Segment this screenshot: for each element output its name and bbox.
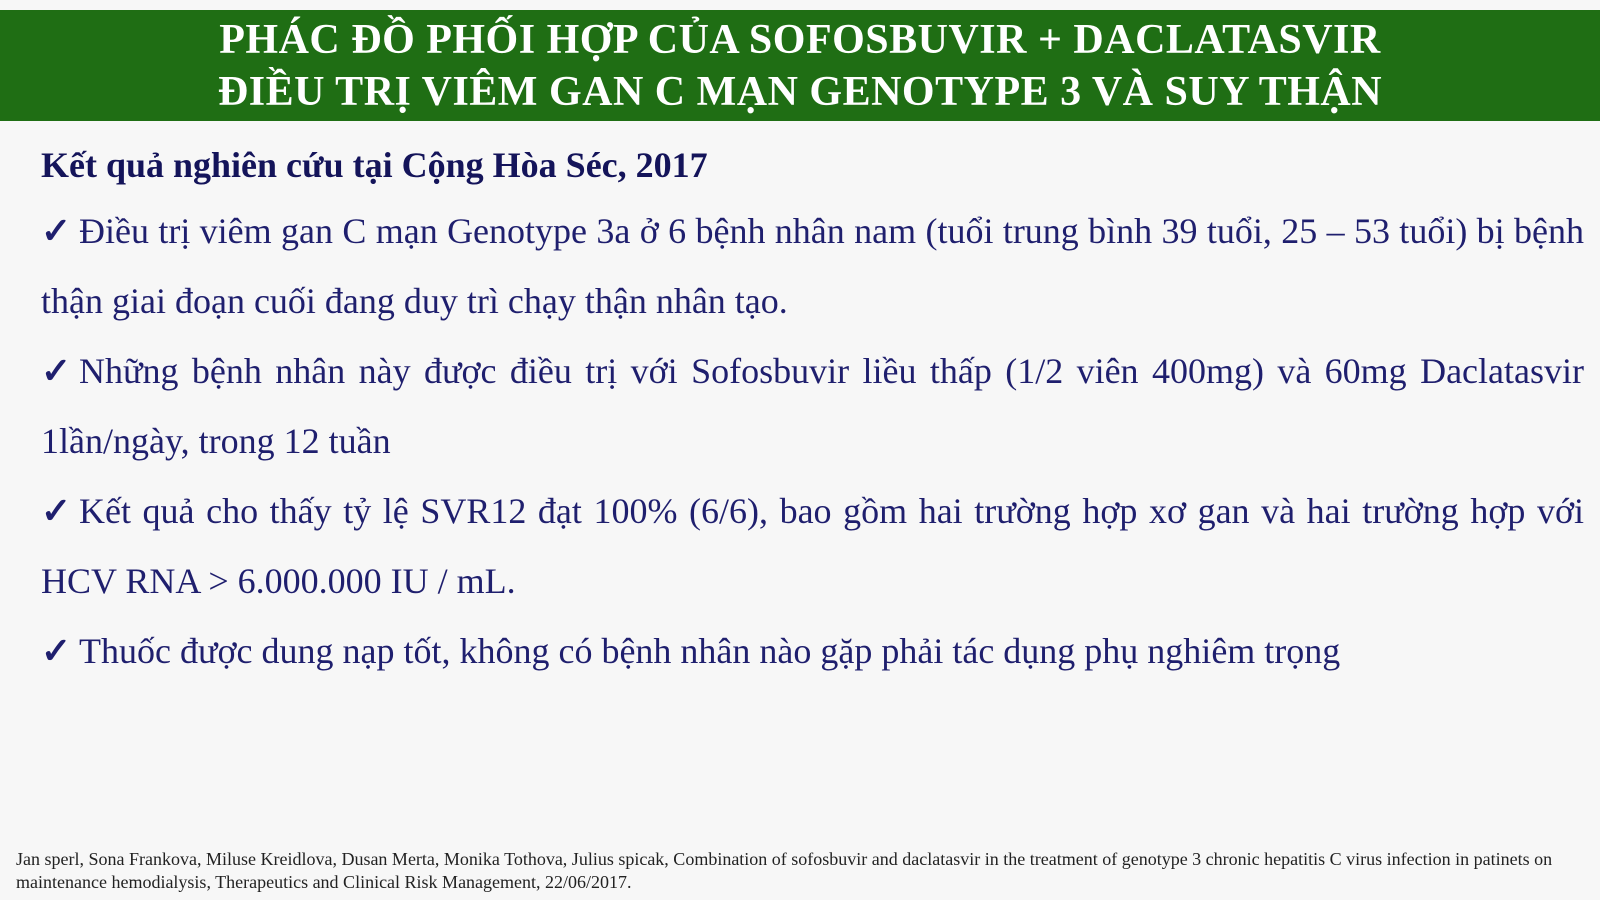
- checkmark-icon: ✓: [41, 491, 72, 531]
- bullet-text: Kết quả cho thấy tỷ lệ SVR12 đạt 100% (6/6), bao gồm hai trường hợp xơ gan và hai trường hợp với HCV RNA > 6.000.000 IU / mL.: [41, 491, 1584, 601]
- checkmark-icon: ✓: [41, 631, 72, 671]
- bullet-item: [41, 476, 1584, 616]
- bullet-item: [41, 196, 1584, 336]
- checkmark-icon: ✓: [41, 351, 72, 391]
- title-line-2: ĐIỀU TRỊ VIÊM GAN C MẠN GENOTYPE 3 VÀ SUY THẬN: [217, 68, 1383, 115]
- bullet-item: [41, 336, 1584, 476]
- citation-reference: Jan sperl, Sona Frankova, Miluse Kreidlova, Dusan Merta, Monika Tothova, Julius spicak, Combination of sofosbuvir and daclatasvir in the treatment of genotype 3 chronic hepatitis C virus infection in patinets on maintenance hemodialysis, Therapeutics and Clinical Risk Management, 22/06/2017.: [16, 849, 1553, 892]
- checkmark-icon: ✓: [41, 211, 72, 251]
- slide-content: [41, 138, 1584, 686]
- study-subheading: Kết quả nghiên cứu tại Cộng Hòa Séc, 2017: [41, 145, 708, 185]
- bullet-text: Thuốc được dung nạp tốt, không có bệnh nhân nào gặp phải tác dụng phụ nghiêm trọng: [79, 631, 1341, 671]
- title-banner: [0, 10, 1600, 121]
- bullet-text: Những bệnh nhân này được điều trị với Sofosbuvir liều thấp (1/2 viên 400mg) và 60mg Daclatasvir 1lần/ngày, trong 12 tuần: [41, 351, 1584, 461]
- bullet-item: [41, 616, 1584, 686]
- bullet-text: Điều trị viêm gan C mạn Genotype 3a ở 6 bệnh nhân nam (tuổi trung bình 39 tuổi, 25 – 53 tuổi) bị bệnh thận giai đoạn cuối đang duy trì chạy thận nhân tạo.: [41, 211, 1584, 321]
- title-line-1: PHÁC ĐỒ PHỐI HỢP CỦA SOFOSBUVIR + DACLATASVIR: [219, 16, 1381, 63]
